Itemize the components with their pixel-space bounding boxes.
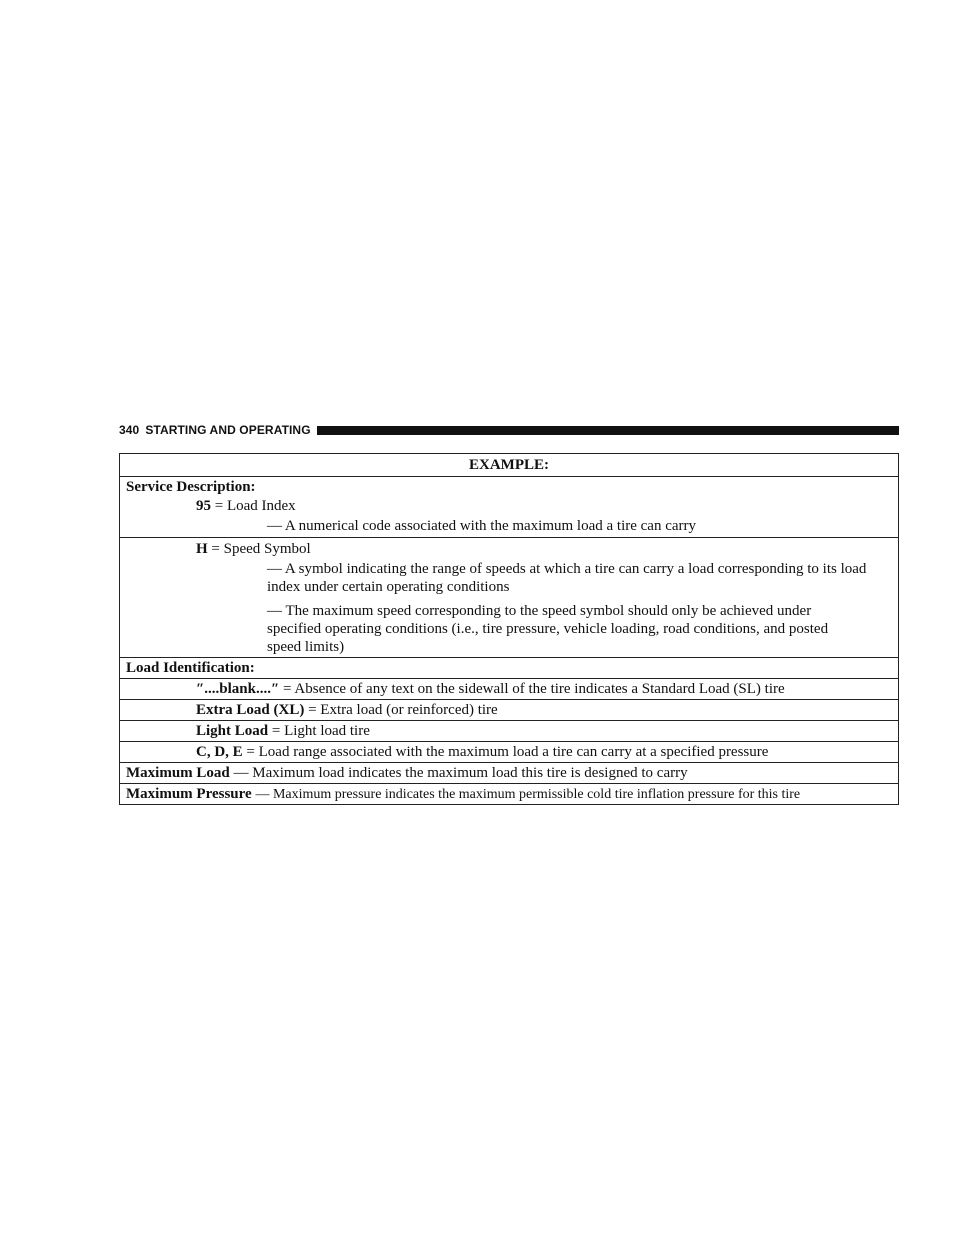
speed-symbol-row <box>120 538 898 560</box>
load-item <box>120 741 898 762</box>
load-index-code: 95 <box>196 498 211 514</box>
page-header <box>119 422 899 438</box>
load-index-label: = Load Index <box>214 498 296 514</box>
page-number: 340 <box>119 423 140 437</box>
load-item-desc: = Extra load (or reinforced) tire <box>308 702 498 718</box>
header-rule <box>317 426 899 435</box>
speed-symbol-desc1: — A symbol indicating the range of speeds at which a tire can carry a load corresponding to its load index under certain operating conditions <box>267 561 867 595</box>
service-description-block <box>120 476 898 537</box>
speed-symbol-code: H <box>196 541 208 557</box>
load-item-term: Extra Load (XL) <box>196 702 305 718</box>
load-identification-heading: Load Identification: <box>120 657 898 678</box>
section-title: STARTING AND OPERATING <box>145 423 311 437</box>
load-item-term: ″....blank....″ <box>196 681 280 697</box>
tire-example-table <box>119 453 899 805</box>
maximum-pressure-row <box>120 783 898 804</box>
maximum-load-desc: — Maximum load indicates the maximum load this tire is designed to carry <box>233 765 688 781</box>
load-item <box>120 678 898 699</box>
table-title: EXAMPLE: <box>469 457 549 473</box>
load-item-desc: = Light load tire <box>271 723 370 739</box>
load-index-desc: — A numerical code associated with the maximum load a tire can carry <box>267 518 697 534</box>
load-item-desc: = Load range associated with the maximum load a tire can carry at a specified pressure <box>246 744 769 760</box>
load-item-term: Light Load <box>196 723 269 739</box>
maximum-pressure-term: Maximum Pressure <box>126 786 252 802</box>
load-item <box>120 720 898 741</box>
speed-symbol-label: = Speed Symbol <box>211 541 311 557</box>
maximum-load-row <box>120 762 898 783</box>
maximum-load-term: Maximum Load <box>126 765 230 781</box>
load-item <box>120 699 898 720</box>
speed-symbol-desc2: — The maximum speed corresponding to the speed symbol should only be achieved under specified operating conditions (i.e., tire pressure, vehicle loading, road conditions, and posted speed limits) <box>267 603 829 655</box>
speed-symbol-block <box>120 537 898 657</box>
maximum-pressure-desc: — Maximum pressure indicates the maximum permissible cold tire inflation pressure for this tire <box>255 787 801 802</box>
load-item-term: C, D, E <box>196 744 243 760</box>
service-description-heading: Service Description: <box>126 479 256 495</box>
load-index-row <box>120 497 898 516</box>
load-item-desc: = Absence of any text on the sidewall of the tire indicates a Standard Load (SL) tire <box>283 681 785 697</box>
